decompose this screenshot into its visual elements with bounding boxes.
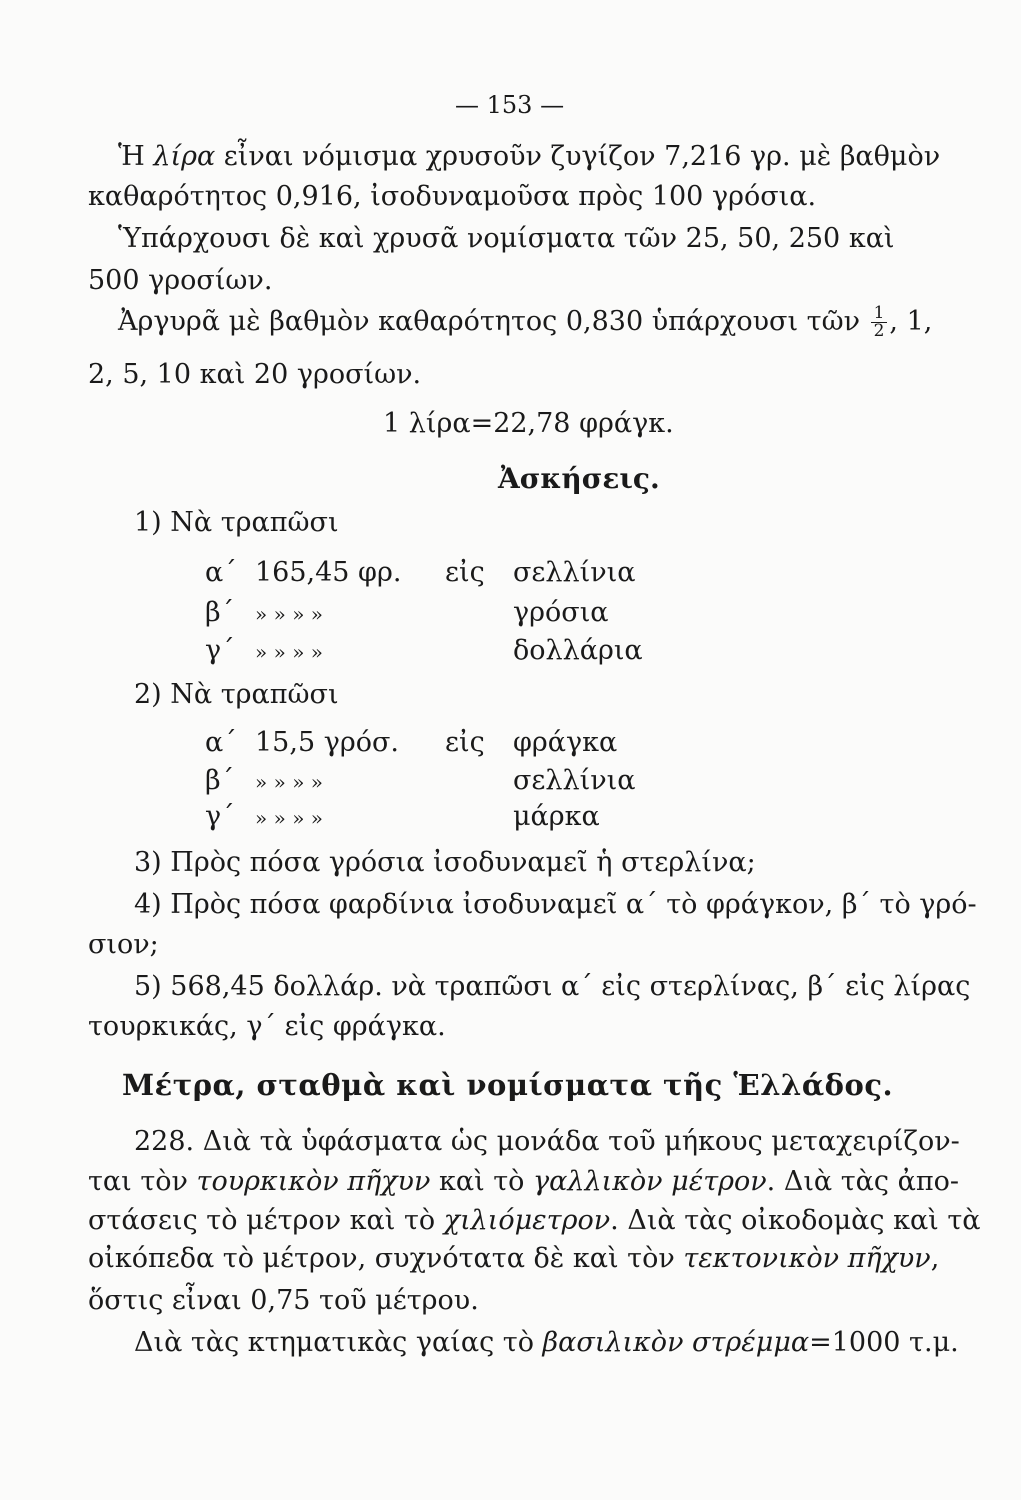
target-currency: γρόσια — [513, 597, 609, 628]
text: εἰς — [445, 727, 485, 758]
lira-term: λίρα — [153, 141, 216, 172]
row-label: α΄ — [205, 557, 237, 588]
exercise-1-row-c — [205, 634, 643, 669]
lira-line-3: Ὑπάρχουσι δὲ καὶ χρυσᾶ νομίσματα τῶν 25, 50, 250 καὶ — [118, 223, 895, 254]
exercise-5-line-1: 5) 568,45 δολλάρ. νὰ τραπῶσι α΄ εἰς στερλίνας, β΄ εἰς λίρας — [134, 971, 971, 1002]
text: , 1, — [889, 306, 933, 337]
exercise-2-row-a — [205, 726, 617, 760]
exercises-heading: Ἀσκήσεις. — [498, 462, 660, 495]
amount: 165,45 φρ. — [255, 557, 402, 588]
row-label: β΄ — [205, 765, 235, 796]
exercise-2-title: 2) Νὰ τραπῶσι — [134, 679, 339, 710]
text: Ἀργυρᾶ μὲ βαθμὸν καθαρότητος 0,830 ὑπάρχουσι τῶν — [118, 306, 860, 337]
kilometre-term: χιλιόμετρον — [443, 1205, 611, 1236]
exercise-2-row-c — [205, 800, 600, 835]
exercise-2-row-b — [205, 764, 635, 799]
text: . Διὰ τὰς ἀπο- — [766, 1166, 959, 1197]
p228-line-2 — [88, 1165, 959, 1199]
text: ται τὸν — [88, 1166, 197, 1197]
exercise-1-title: 1) Νὰ τραπῶσι — [134, 507, 339, 538]
p228-line-6 — [134, 1326, 959, 1360]
ditto-marks: » » » » — [255, 770, 324, 794]
text: εἰς — [445, 557, 485, 588]
row-label: γ΄ — [205, 635, 235, 666]
p228-line-4 — [88, 1242, 939, 1276]
lira-line-2: καθαρότητος 0,916, ἰσοδυναμοῦσα πρὸς 100 γρόσια. — [88, 181, 817, 212]
exercise-3: 3) Πρὸς πόσα γρόσια ἰσοδυναμεῖ ἡ στερλίνα; — [134, 847, 756, 878]
amount: 15,5 γρόσ. — [255, 727, 399, 758]
text: . Διὰ τὰς οἰκοδομὰς καὶ τὰ — [610, 1205, 981, 1236]
ditto-marks: » » » » — [255, 602, 324, 626]
target-currency: φράγκα — [513, 727, 618, 758]
target-currency: δολλάρια — [513, 635, 643, 666]
exercise-4-line-1: 4) Πρὸς πόσα φαρδίνια ἰσοδυναμεῖ α΄ τὸ φράγκον, β΄ τὸ γρό- — [134, 889, 977, 920]
text: Ἡ — [118, 141, 154, 172]
lira-exchange-rate: 1 λίρα=22,78 φράγκ. — [383, 408, 674, 439]
one-half-fraction — [871, 305, 888, 340]
french-metre-term: γαλλικὸν μέτρον — [533, 1166, 767, 1197]
fraction-numerator: 1 — [871, 305, 888, 323]
row-label: β΄ — [205, 597, 235, 628]
text: οἰκόπεδα τὸ μέτρον, συχνότατα δὲ καὶ τὸν — [88, 1243, 684, 1274]
royal-stremma-term: βασιλικὸν στρέμμα — [542, 1327, 810, 1358]
text: Διὰ τὰς κτηματικὰς γαίας τὸ — [134, 1327, 543, 1358]
exercise-5-line-2: τουρκικάς, γ΄ εἰς φράγκα. — [88, 1011, 446, 1042]
exercise-4-line-2: σιον; — [88, 929, 159, 960]
fraction-denominator: 2 — [873, 321, 885, 341]
exercise-1-row-a — [205, 556, 635, 590]
target-currency: σελλίνια — [513, 765, 636, 796]
target-currency: σελλίνια — [513, 557, 636, 588]
p228-line-3 — [88, 1204, 981, 1238]
lira-line-5 — [118, 305, 932, 340]
text: , — [930, 1243, 940, 1274]
turkish-pechys-term: τουρκικὸν πῆχυν — [196, 1166, 431, 1197]
p228-line-5: ὅστις εἶναι 0,75 τοῦ μέτρου. — [88, 1285, 479, 1316]
ditto-marks: » » » » — [255, 640, 324, 664]
row-label: γ΄ — [205, 801, 235, 832]
page-number: — 153 — — [455, 91, 565, 119]
lira-line-4: 500 γροσίων. — [88, 265, 273, 296]
section-heading: Μέτρα, σταθμὰ καὶ νομίσματα τῆς Ἑλλάδος. — [122, 1068, 894, 1102]
lira-line-6: 2, 5, 10 καὶ 20 γροσίων. — [88, 359, 422, 390]
ditto-marks: » » » » — [255, 806, 324, 830]
p228-line-1: 228. Διὰ τὰ ὑφάσματα ὡς μονάδα τοῦ μήκους μεταχειρίζον- — [134, 1126, 960, 1157]
row-label: α΄ — [205, 727, 237, 758]
text: στάσεις τὸ μέτρον καὶ τὸ — [88, 1205, 444, 1236]
text: εἶναι νόμισμα χρυσοῦν ζυγίζον 7,216 γρ. μὲ βαθμὸν — [215, 141, 941, 172]
lira-line-1 — [118, 140, 940, 174]
masonic-pechys-term: τεκτονικὸν πῆχυν — [683, 1243, 931, 1274]
text: καὶ τὸ — [430, 1166, 534, 1197]
target-currency: μάρκα — [513, 801, 600, 832]
text: =1000 τ.μ. — [809, 1327, 959, 1358]
exercise-1-row-b — [205, 596, 609, 631]
